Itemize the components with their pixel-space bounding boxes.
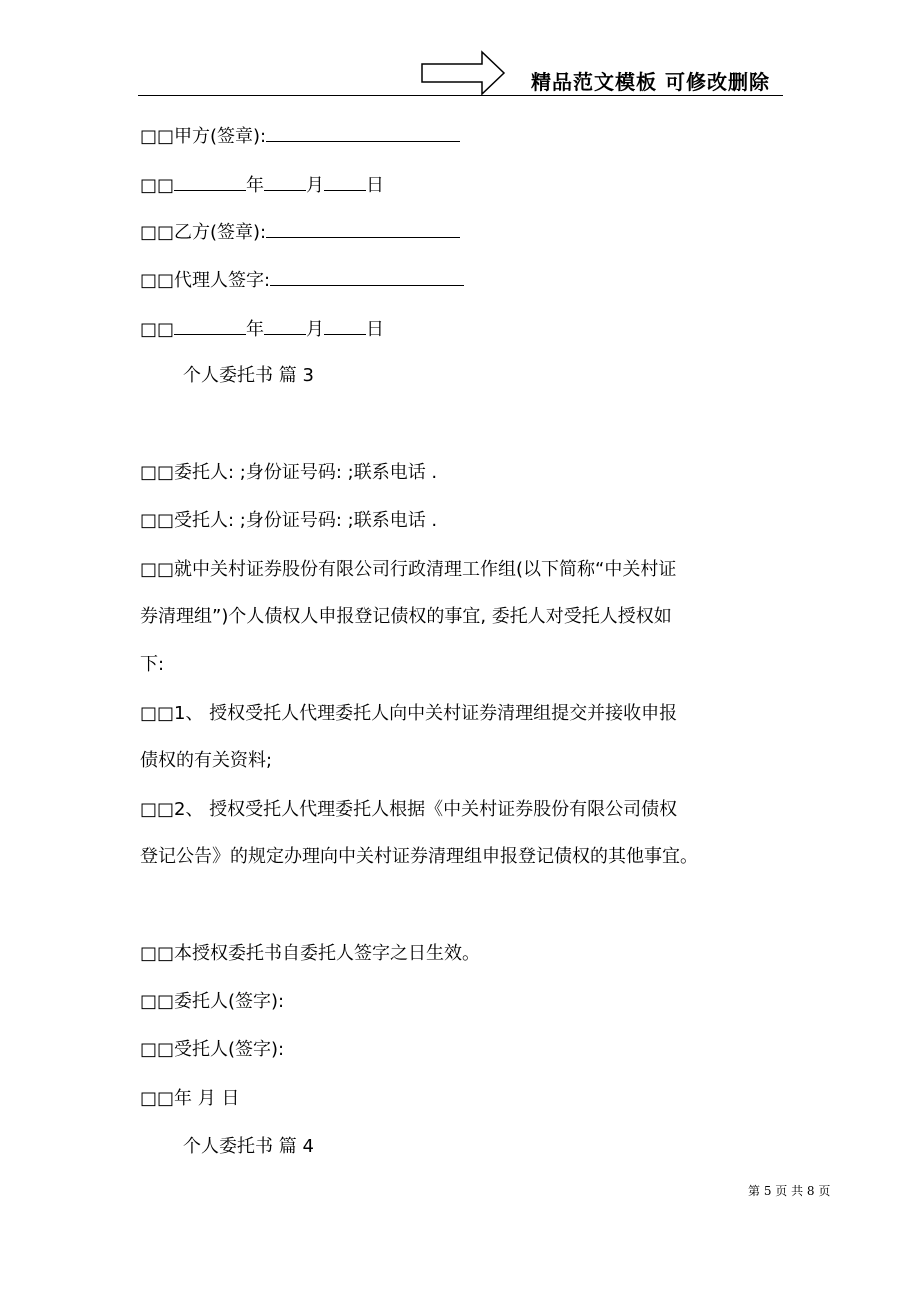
prefix: □□ — [140, 175, 175, 196]
clause-2-line: 登记公告》的规定办理向中关村证券清理组申报登记债权的其他事宜。 — [140, 846, 698, 867]
section-heading-3: 个人委托书 篇 3 — [183, 365, 314, 386]
principal-signature: □□委托人(签字): — [140, 991, 285, 1012]
year-label: 年 — [246, 319, 265, 340]
day-blank — [324, 172, 366, 191]
month-label: 月 — [306, 175, 325, 196]
blank-line — [270, 267, 464, 286]
party-a-label: □□甲方(签章): — [140, 126, 267, 147]
month-label: 月 — [306, 319, 325, 340]
year-blank — [174, 172, 246, 191]
header-title: 精品范文模板 可修改删除 — [531, 70, 770, 94]
day-label: 日 — [366, 319, 385, 340]
agent-info: □□受托人: ;身份证号码: ;联系电话 . — [140, 510, 438, 531]
paragraph-line: 下: — [140, 654, 165, 675]
paragraph-line: 券清理组”)个人债权人申报登记债权的事宜, 委托人对受托人授权如 — [140, 606, 672, 627]
prefix: □□ — [140, 319, 175, 340]
section-heading-4: 个人委托书 篇 4 — [183, 1136, 314, 1157]
agent-label: □□代理人签字: — [140, 270, 271, 291]
clause-1-line: 债权的有关资料; — [140, 750, 273, 771]
month-blank — [264, 172, 306, 191]
party-b-label: □□乙方(签章): — [140, 222, 267, 243]
header-divider — [138, 95, 783, 96]
page-number: 第 5 页 共 8 页 — [748, 1184, 831, 1198]
party-a-signature-line — [140, 123, 460, 149]
month-blank — [264, 316, 306, 335]
effective-statement: □□本授权委托书自委托人签字之日生效。 — [140, 943, 481, 964]
day-blank — [324, 316, 366, 335]
date-line-2 — [140, 316, 384, 342]
date-line-1 — [140, 172, 384, 198]
arrow-icon — [420, 50, 506, 96]
year-label: 年 — [246, 175, 265, 196]
year-blank — [174, 316, 246, 335]
paragraph-line: □□就中关村证券股份有限公司行政清理工作组(以下简称“中关村证 — [140, 559, 677, 580]
blank-line — [266, 123, 460, 142]
principal-info: □□委托人: ;身份证号码: ;联系电话 . — [140, 462, 438, 483]
day-label: 日 — [366, 175, 385, 196]
blank-line — [266, 219, 460, 238]
clause-2-line: □□2、 授权受托人代理委托人根据《中关村证券股份有限公司债权 — [140, 799, 678, 820]
clause-1-line: □□1、 授权受托人代理委托人向中关村证券清理组提交并接收申报 — [140, 703, 678, 724]
date-line-3: □□年 月 日 — [140, 1088, 240, 1109]
agent-signature-line — [140, 267, 464, 293]
party-b-signature-line — [140, 219, 460, 245]
agent-signature: □□受托人(签字): — [140, 1039, 285, 1060]
